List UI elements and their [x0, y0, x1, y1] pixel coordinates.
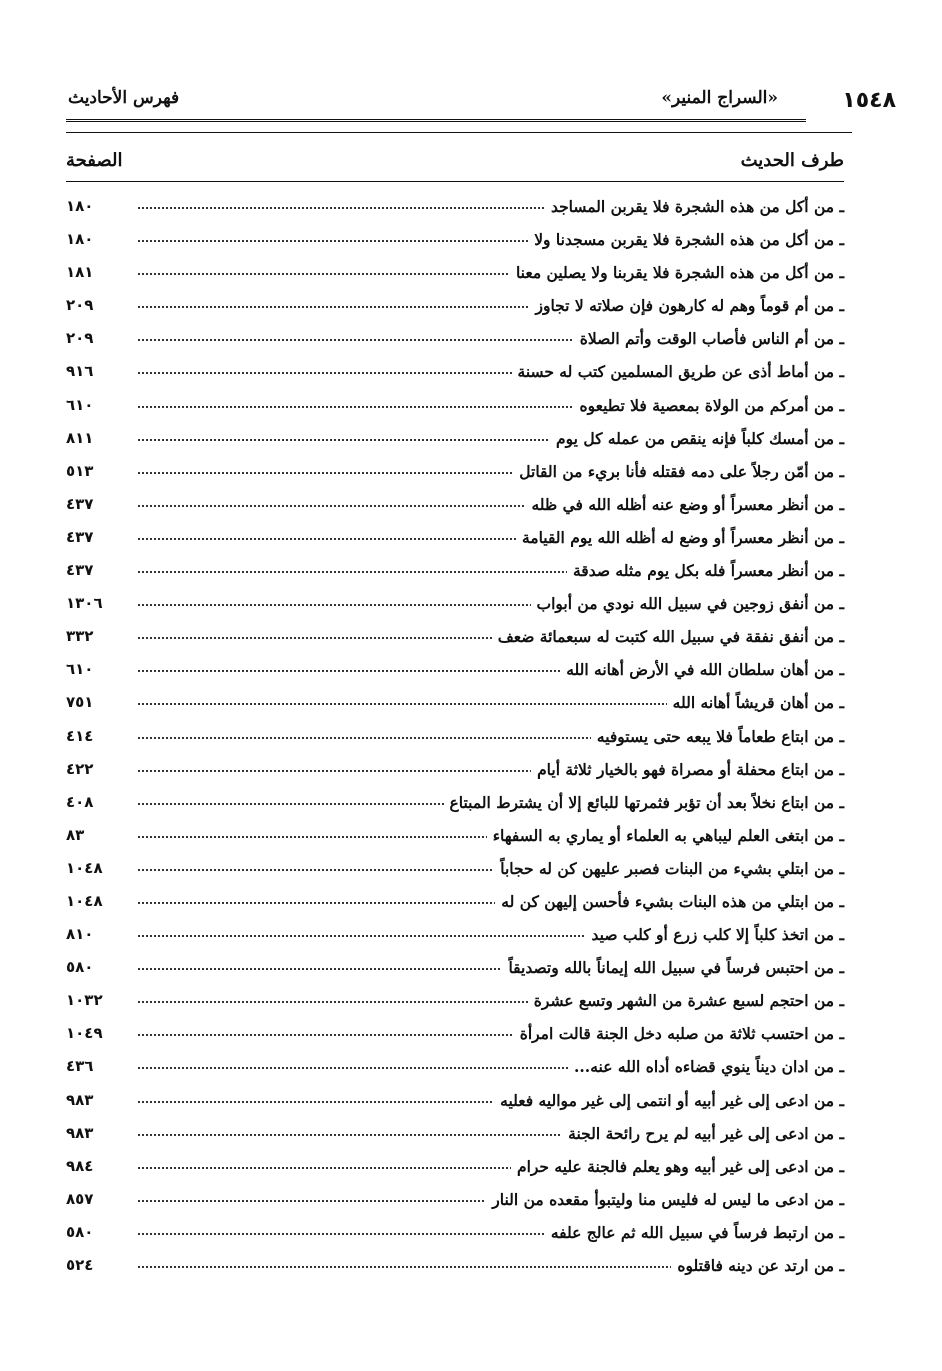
list-item: [66, 526, 844, 559]
list-item: [66, 592, 844, 625]
hadith-text: ـ من ابتاع نخلاً بعد أن تؤبر فثمرتها للبائع إلا أن يشترط المبتاع: [444, 793, 845, 812]
column-header-rule: [66, 181, 844, 182]
page-reference: ٤٢٢: [66, 760, 116, 778]
list-item: [66, 559, 844, 592]
book-title: «السراج المنير»: [661, 88, 778, 108]
hadith-text: ـ من أنظر معسراً أو وضع عنه أظله الله في ظله: [525, 495, 844, 514]
hadith-text: ـ من أماط أذى عن طريق المسلمين كتب له حسنة: [512, 362, 844, 381]
hadith-text: ـ من ابتلي بشيء من البنات فصبر عليهن كن له حجاباً: [494, 859, 844, 878]
page-reference: ٢٠٩: [66, 329, 116, 347]
hadith-text: ـ من ارتد عن دينه فاقتلوه: [671, 1256, 844, 1275]
hadith-text: ـ من ادعى إلى غير أبيه لم يرح رائحة الجنة: [562, 1124, 844, 1143]
page-reference: ٦١٠: [66, 396, 116, 414]
hadith-text: ـ من احتبس فرساً في سبيل الله إيماناً بالله وتصديقاً: [502, 958, 844, 977]
list-item: [66, 1089, 844, 1122]
list-item: [66, 989, 844, 1022]
header-double-rule: [66, 119, 806, 122]
list-item: [66, 394, 844, 427]
list-item: [66, 1188, 844, 1221]
hadith-text: ـ من أمسك كلباً فإنه ينقص من عمله كل يوم: [550, 429, 844, 448]
page-reference: ٤١٤: [66, 727, 116, 745]
list-item: [66, 725, 844, 758]
page-reference: ٩١٦: [66, 362, 116, 380]
list-item: [66, 658, 844, 691]
hadith-text: ـ من أهان قريشاً أهانه الله: [667, 693, 844, 712]
page-reference: ١٠٤٨: [66, 892, 116, 910]
list-item: [66, 691, 844, 724]
column-header-hadith: طرف الحديث: [740, 150, 844, 171]
list-item: [66, 195, 844, 228]
list-item: [66, 791, 844, 824]
page-reference: ٩٨٣: [66, 1124, 116, 1142]
hadith-index-list: [66, 195, 844, 1287]
hadith-text: ـ من ادعى إلى غير أبيه أو انتمى إلى غير مواليه فعليه: [494, 1091, 844, 1110]
page-reference: ٤٠٨: [66, 793, 116, 811]
hadith-text: ـ من أنفق نفقة في سبيل الله كتبت له سبعمائة ضعف: [492, 627, 844, 646]
page-reference: ٧٥١: [66, 693, 116, 711]
list-item: [66, 1254, 844, 1287]
hadith-text: ـ من ادعى إلى غير أبيه وهو يعلم فالجنة عليه حرام: [511, 1157, 844, 1176]
list-item: [66, 360, 844, 393]
hadith-text: ـ من أنظر معسراً أو وضع له أظله الله يوم القيامة: [516, 528, 844, 547]
page-reference: ٨٥٧: [66, 1190, 116, 1208]
page-reference: ٨١٠: [66, 925, 116, 943]
page-reference: ٣٣٢: [66, 627, 116, 645]
hadith-text: ـ من أكل من هذه الشجرة فلا يقربن المساجد: [545, 197, 844, 216]
page-reference: ٤٣٧: [66, 495, 116, 513]
page-reference: ١٨٠: [66, 230, 116, 248]
page-reference: ٨١١: [66, 429, 116, 447]
list-item: [66, 1022, 844, 1055]
hadith-text: ـ من أمركم من الولاة بمعصية فلا تطيعوه: [573, 396, 844, 415]
hadith-text: ـ من ابتغى العلم ليباهي به العلماء أو يماري به السفهاء: [487, 826, 844, 845]
list-item: [66, 261, 844, 294]
page-reference: ٤٣٧: [66, 528, 116, 546]
page-reference: ٢٠٩: [66, 296, 116, 314]
list-item: [66, 493, 844, 526]
hadith-text: ـ من أم الناس فأصاب الوقت وأتم الصلاة: [574, 329, 844, 348]
page-reference: ٤٣٧: [66, 561, 116, 579]
page-reference: ١٠٤٩: [66, 1024, 116, 1042]
hadith-text: ـ من ابتاع طعاماً فلا يبعه حتى يستوفيه: [591, 727, 844, 746]
page-reference: ١٣٠٦: [66, 594, 116, 612]
page-reference: ١٠٤٨: [66, 859, 116, 877]
page-reference: ٥٨٠: [66, 1223, 116, 1241]
page-header: [60, 86, 896, 116]
list-item: [66, 460, 844, 493]
hadith-text: ـ من أنفق زوجين في سبيل الله نودي من أبواب: [531, 594, 845, 613]
hadith-text: ـ من احتسب ثلاثة من صلبه دخل الجنة قالت امرأة: [514, 1024, 844, 1043]
list-item: [66, 758, 844, 791]
hadith-text: ـ من أم قوماً وهم له كارهون فإن صلاته لا تجاوز: [529, 296, 844, 315]
header-rule: [66, 132, 852, 133]
hadith-text: ـ من ادعى ما ليس له فليس منا وليتبوأ مقعده من النار: [486, 1190, 844, 1209]
list-item: [66, 824, 844, 857]
hadith-text: ـ من أهان سلطان الله في الأرض أهانه الله: [560, 660, 844, 679]
page-reference: ٥٨٠: [66, 958, 116, 976]
list-item: [66, 1122, 844, 1155]
hadith-text: ـ من أمّن رجلاً على دمه فقتله فأنا بريء من القاتل: [513, 462, 844, 481]
list-item: [66, 956, 844, 989]
page-number: ١٥٤٨: [842, 88, 896, 113]
page-reference: ٥٢٤: [66, 1256, 116, 1274]
page-reference: ١٠٣٢: [66, 991, 116, 1009]
hadith-text: ـ من أكل من هذه الشجرة فلا يقربن مسجدنا ولا: [528, 230, 844, 249]
column-header-page: الصفحة: [66, 150, 123, 171]
list-item: [66, 327, 844, 360]
list-item: [66, 294, 844, 327]
list-item: [66, 625, 844, 658]
list-item: [66, 890, 844, 923]
hadith-text: ـ من ابتاع محفلة أو مصراة فهو بالخيار ثلاثة أيام: [531, 760, 844, 779]
list-item: [66, 1221, 844, 1254]
list-item: [66, 427, 844, 460]
hadith-text: ـ من ابتلي من هذه البنات بشيء فأحسن إليهن كن له: [495, 892, 844, 911]
page-reference: ٩٨٤: [66, 1157, 116, 1175]
list-item: [66, 1155, 844, 1188]
list-item: [66, 1055, 844, 1088]
list-item: [66, 857, 844, 890]
list-item: [66, 923, 844, 956]
page-reference: ١٨٠: [66, 197, 116, 215]
page-reference: ٤٣٦: [66, 1057, 116, 1075]
list-item: [66, 228, 844, 261]
page-reference: ٨٣: [66, 826, 116, 844]
hadith-text: ـ من اتخذ كلباً إلا كلب زرع أو كلب صيد: [586, 925, 844, 944]
page-reference: ١٨١: [66, 263, 116, 281]
page-reference: ٩٨٣: [66, 1091, 116, 1109]
section-title: فهرس الأحاديث: [68, 88, 180, 108]
page-reference: ٦١٠: [66, 660, 116, 678]
hadith-text: ـ من أنظر معسراً فله بكل يوم مثله صدقة: [567, 561, 844, 580]
page-reference: ٥١٣: [66, 462, 116, 480]
hadith-text: ـ من احتجم لسبع عشرة من الشهر وتسع عشرة: [528, 991, 844, 1010]
hadith-text: ـ من ارتبط فرساً في سبيل الله ثم عالج علفه: [545, 1223, 844, 1242]
hadith-text: ـ من أكل من هذه الشجرة فلا يقربنا ولا يصلين معنا: [510, 263, 844, 282]
hadith-text: ـ من ادان ديناً ينوي قضاءه أداه الله عنه...: [568, 1057, 844, 1076]
